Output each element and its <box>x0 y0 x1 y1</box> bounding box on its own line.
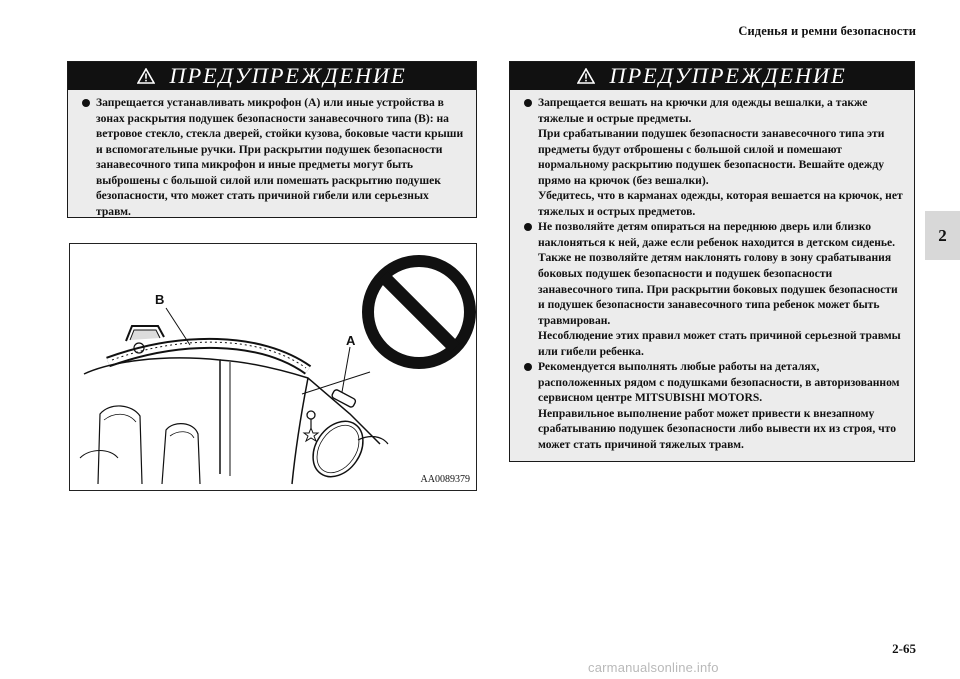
warning-paragraph: Запрещается вешать на крючки для одежды вешалки, а также тяжелые и острые предметы. <box>538 96 868 125</box>
label-b: B <box>155 292 165 307</box>
warning-paragraph: Не позволяйте детям опираться на переднюю дверь или близко наклоняться к ней, даже если ребенок находится в детском сиденье. <box>538 220 896 249</box>
warning-paragraph: Запрещается устанавливать микрофон (A) или иные устройства в зонах раскрытия подушек безопасности занавесочного типа (B): на ветровое стекло, стекла дверей, стойки кузова, боковые части крыши и вспомогательные ручки. При раскрытии подушек безопасности занавесочного типа микрофон и иные предметы могут быть выброшены с большой силой или помешать раскрытию подушек безопасности, что может стать причиной гибели или серьезных травм. <box>96 96 464 218</box>
warning-paragraph: Неправильное выполнение работ может привести к внезапному срабатыванию подушек безопасности либо вывести их из строя, что может стать причиной тяжелых травм. <box>538 406 896 452</box>
warning-triangle-icon <box>137 68 155 84</box>
warning-paragraph: Несоблюдение этих правил может стать причиной серьезной травмы или гибели ребенка. <box>538 329 901 358</box>
warning-box-left <box>67 61 477 218</box>
warning-paragraph: Убедитесь, что в карманах одежды, которая вешается на крючок, нет тяжелых и острых предметов. <box>538 189 903 218</box>
warning-title: ПРЕДУПРЕЖДЕНИЕ <box>169 63 407 88</box>
warning-triangle-icon <box>577 68 595 84</box>
bullet-icon <box>82 99 90 107</box>
warning-item <box>524 219 904 359</box>
car-interior-illustration <box>70 244 476 490</box>
warning-paragraph: Также не позволяйте детям наклонять голову в зону срабатывания боковых подушек безопасности и подушек безопасности занавесочного типа. При раскрытии боковых подушек безопасности и подушек безопасности занавесочного типа ребенок может быть травмирован. <box>538 251 898 327</box>
warning-body <box>68 90 476 225</box>
warning-paragraph: Рекомендуется выполнять любые работы на деталях, расположенных рядом с подушками безопасности, в авторизованном сервисном центре MITSUBISHI MOTORS. <box>538 360 900 405</box>
bullet-icon <box>524 223 532 231</box>
chapter-tab <box>925 211 960 260</box>
warning-header <box>510 62 914 90</box>
warning-box-right <box>509 61 915 462</box>
watermark: carmanualsonline.info <box>588 660 719 675</box>
warning-item <box>524 359 904 452</box>
warning-body <box>510 90 914 459</box>
figure-code: AA0089379 <box>420 474 470 485</box>
label-a: A <box>346 333 356 348</box>
warning-item <box>524 95 904 219</box>
warning-paragraph: При срабатывании подушек безопасности занавесочного типа эти предметы будут отброшены с большой силой и помешают нормальному раскрытию подушек безопасности. Вешайте одежду прямо на крючок (без вешалки). <box>538 127 885 187</box>
microphone-shape <box>331 389 356 408</box>
bullet-icon <box>524 363 532 371</box>
warning-header <box>68 62 476 90</box>
curtain-airbag-shape <box>108 342 308 370</box>
page-number: 2-65 <box>892 641 916 656</box>
prohibition-icon <box>368 261 470 363</box>
warning-item <box>82 95 466 219</box>
coat-hook-shape <box>304 411 318 441</box>
chapter-number: 2 <box>938 225 947 245</box>
bullet-icon <box>524 99 532 107</box>
illustration-frame <box>69 243 477 491</box>
section-title: Сиденья и ремни безопасности <box>738 24 916 38</box>
warning-title: ПРЕДУПРЕЖДЕНИЕ <box>609 63 847 88</box>
